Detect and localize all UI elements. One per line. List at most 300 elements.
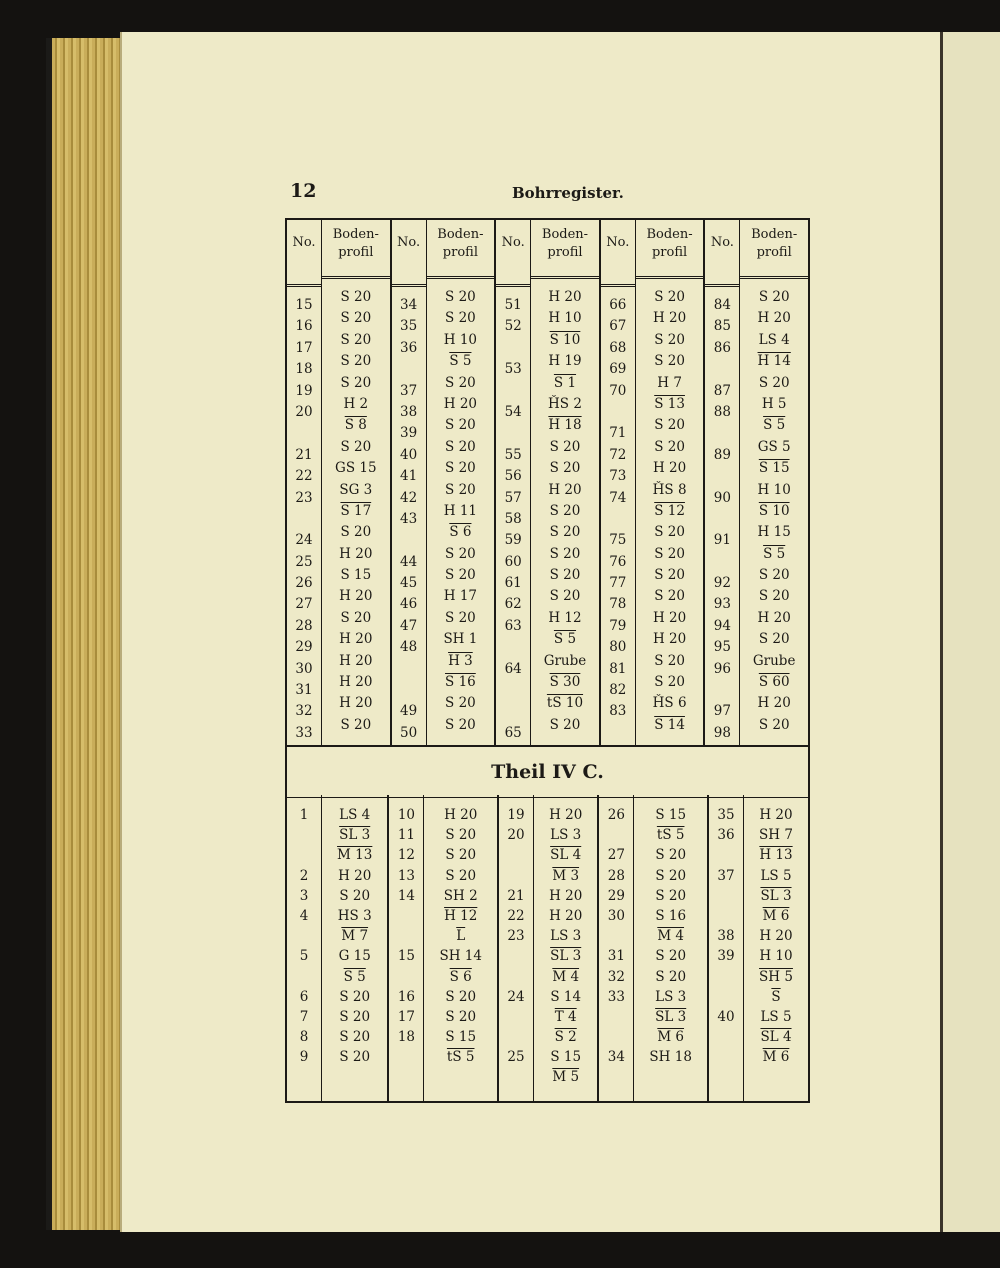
boring-number: 27 [607, 847, 625, 864]
boring-number [392, 359, 426, 380]
soil-profile-entry: HS 3 [337, 907, 372, 924]
boring-number: 83 [609, 703, 627, 720]
boring-number [599, 825, 633, 845]
boring-number: 8 [299, 1029, 309, 1046]
boring-number: 80 [609, 639, 627, 656]
soil-profile-entry: H 20 [339, 695, 373, 712]
boring-number: 28 [295, 617, 313, 634]
no-column [601, 220, 636, 745]
soil-profile-entry: S 20 [445, 545, 476, 562]
soil-profile-entry: S 20 [445, 847, 477, 864]
boring-number: 48 [400, 639, 418, 656]
boring-number [599, 1007, 633, 1027]
soil-profile-entry: S 20 [654, 331, 685, 348]
boring-number: 30 [607, 907, 625, 924]
boring-number [496, 338, 530, 359]
soil-profile-entry: H 10 [757, 481, 791, 498]
table-section-2 [287, 795, 808, 1101]
soil-profile-entry: H 20 [757, 609, 791, 626]
boring-number: 58 [504, 510, 522, 527]
soil-profile-entry: SL 4 [550, 847, 582, 864]
column-group [703, 220, 808, 745]
soil-profile-entry: H 20 [338, 867, 372, 884]
soil-profile-entry: H 20 [549, 907, 583, 924]
no-column [389, 795, 424, 1101]
boring-number: 22 [507, 907, 525, 924]
boring-number [389, 967, 423, 987]
soil-profile-entry: H 20 [759, 807, 793, 823]
soil-profile-entry: S 20 [340, 374, 372, 391]
boring-number: 73 [609, 468, 627, 485]
soil-profile-entry: S 15 [758, 460, 790, 477]
soil-profile-entry: S 20 [549, 545, 581, 562]
boring-number: 37 [717, 867, 735, 884]
soil-profile-entry: S 20 [654, 289, 685, 305]
boring-number: 51 [504, 297, 522, 313]
profile-column [534, 795, 597, 1101]
boring-number: 36 [717, 827, 735, 844]
column-header-profile: Boden- profil [531, 220, 599, 279]
boring-number: 84 [713, 297, 731, 313]
soil-profile-entry: H 20 [652, 609, 687, 626]
profile-column [740, 220, 808, 745]
profile-column [322, 795, 387, 1101]
soil-profile-entry: tS 5 [656, 827, 685, 844]
boring-number: 92 [713, 575, 731, 592]
boring-number: 72 [609, 446, 627, 463]
boring-number: 15 [295, 297, 313, 313]
no-column [499, 795, 534, 1101]
boring-number: 23 [295, 489, 313, 506]
boring-number [499, 1027, 533, 1047]
boring-number: 18 [397, 1029, 415, 1046]
boring-number: 97 [713, 703, 731, 720]
soil-profile-entry: M 3 [552, 867, 580, 884]
soil-profile-entry: S 20 [549, 716, 581, 733]
soil-profile-entry: M 4 [657, 928, 685, 945]
soil-profile-entry: M 4 [552, 968, 580, 985]
boring-number: 38 [400, 403, 418, 420]
boring-number: 91 [713, 532, 731, 549]
section-heading-band [287, 745, 808, 798]
boring-number [287, 423, 321, 444]
soil-profile-entry: M 6 [657, 1029, 685, 1046]
soil-profile-entry: H 20 [549, 807, 583, 823]
boring-number: 12 [397, 847, 415, 864]
boring-number: 52 [504, 318, 522, 335]
soil-profile-entry: S 17 [340, 502, 372, 519]
boring-number [287, 509, 321, 530]
soil-profile-entry: S 20 [339, 988, 371, 1005]
boring-number: 39 [400, 425, 418, 442]
boring-number: 76 [609, 553, 627, 570]
soil-profile-entry: $\overline{S}$ [771, 988, 781, 1005]
boring-number: 40 [400, 446, 418, 463]
no-column [705, 220, 740, 745]
soil-profile-entry: S 15 [550, 1049, 582, 1066]
boring-number: 87 [713, 382, 731, 399]
column-header-no: No. [705, 220, 739, 287]
column-group [707, 795, 808, 1101]
boring-number: 20 [507, 827, 525, 844]
boring-number: 28 [607, 867, 625, 884]
soil-profile-entry: SL 3 [760, 887, 792, 904]
boring-number [705, 509, 739, 530]
boring-number [709, 1027, 743, 1047]
soil-profile-entry: H 19 [548, 353, 582, 370]
boring-number: 65 [504, 724, 522, 741]
soil-profile-entry: S 20 [339, 1049, 371, 1066]
soil-profile-entry: S 10 [549, 331, 581, 348]
boring-number: 49 [400, 703, 418, 720]
soil-profile-entry: S 20 [654, 545, 685, 562]
soil-profile-entry: LS 5 [760, 867, 792, 884]
soil-profile-entry: S 60 [758, 674, 790, 691]
boring-number: 39 [717, 948, 735, 965]
column-header-no: No. [601, 220, 635, 287]
soil-profile-entry: S 20 [758, 289, 790, 305]
boring-number: 32 [607, 968, 625, 985]
boring-number: 88 [713, 403, 731, 420]
soil-profile-entry: G 15 [338, 948, 371, 965]
column-group [287, 795, 387, 1101]
soil-profile-entry: SL 3 [339, 827, 371, 844]
soil-profile-entry: S 20 [445, 310, 476, 327]
boring-number: 68 [609, 339, 627, 356]
boring-number [601, 509, 635, 530]
boring-number: 95 [713, 639, 731, 656]
soil-profile-entry: S 20 [445, 481, 476, 498]
soil-profile-entry: S 20 [445, 827, 477, 844]
soil-profile-entry: S 20 [340, 524, 372, 541]
column-header-no: No. [287, 220, 321, 287]
boring-number: 78 [609, 596, 627, 613]
soil-profile-entry: Grube [543, 652, 587, 669]
boring-number: 5 [299, 948, 309, 965]
boring-number: 30 [295, 660, 313, 677]
soil-profile-entry: S 20 [758, 716, 790, 733]
soil-profile-entry: H 20 [757, 310, 791, 327]
boring-number [705, 423, 739, 444]
soil-profile-entry: S 20 [445, 417, 476, 434]
running-title: Bohrregister. [512, 184, 624, 202]
boring-number [496, 701, 530, 722]
boring-number: 35 [400, 318, 418, 335]
soil-profile-entry: S 6 [449, 524, 472, 541]
column-header-profile: Boden- profil [322, 220, 390, 279]
soil-profile-entry: S 20 [339, 1008, 371, 1025]
soil-profile-entry: H 20 [339, 631, 373, 648]
soil-profile-entry: H 5 [761, 395, 787, 412]
soil-profile-entry: S 20 [445, 438, 476, 455]
soil-profile-entry: S 20 [340, 331, 372, 348]
soil-profile-entry: S 20 [445, 460, 476, 477]
soil-profile-entry: H 20 [339, 652, 373, 669]
boring-number [499, 866, 533, 886]
boring-number: 15 [397, 948, 415, 965]
column-group [387, 795, 497, 1101]
soil-profile-entry: ȞS 2 [548, 395, 582, 412]
soil-profile-entry: S 20 [445, 374, 476, 391]
soil-profile-entry: H 12 [548, 609, 582, 626]
boring-number: 19 [507, 807, 525, 823]
soil-profile-entry: S 15 [655, 807, 687, 823]
boring-number: 25 [507, 1049, 525, 1066]
soil-profile-entry: S 14 [654, 716, 685, 733]
column-group [497, 795, 597, 1101]
soil-profile-entry: S 1 [553, 374, 577, 391]
soil-profile-entry: S 30 [549, 674, 581, 691]
soil-profile-entry: LS 5 [760, 1008, 792, 1025]
boring-number [287, 926, 321, 946]
boring-number: 27 [295, 596, 313, 613]
soil-profile-entry: S 5 [763, 417, 786, 434]
soil-profile-entry: ȞS 6 [652, 695, 687, 712]
soil-profile-entry: S 20 [654, 353, 685, 370]
boring-number: 50 [400, 724, 418, 741]
soil-profile-entry: S 12 [654, 502, 685, 519]
boring-number: 96 [713, 660, 731, 677]
profile-column [531, 220, 599, 745]
page-header [290, 180, 810, 208]
soil-profile-entry: H 20 [652, 631, 687, 648]
soil-profile-entry: tS 5 [446, 1049, 475, 1066]
soil-profile-entry: H 17 [443, 588, 478, 605]
soil-profile-entry: S 20 [549, 460, 581, 477]
boring-number: 42 [400, 489, 418, 506]
boring-number [499, 845, 533, 865]
soil-profile-entry: H 20 [339, 545, 373, 562]
boring-number [499, 967, 533, 987]
soil-profile-entry: S 20 [654, 588, 685, 605]
soil-profile-entry: S 6 [449, 968, 472, 985]
soil-profile-entry: H 10 [443, 331, 478, 348]
soil-profile-entry: H 20 [339, 588, 373, 605]
boring-number: 46 [400, 596, 418, 613]
boring-number: 11 [397, 827, 415, 844]
soil-profile-entry: H 20 [652, 460, 687, 477]
soil-profile-entry: S 20 [549, 524, 581, 541]
boring-number [705, 359, 739, 380]
soil-profile-entry: H 2 [343, 395, 369, 412]
boring-number: 20 [295, 403, 313, 420]
boring-number: 55 [504, 446, 522, 463]
soil-profile-entry: S 8 [344, 417, 367, 434]
boring-number: 82 [609, 682, 627, 699]
soil-profile-entry: S 20 [339, 887, 371, 904]
soil-profile-entry: H 20 [548, 481, 582, 498]
soil-profile-entry: S 20 [655, 948, 687, 965]
boring-number [496, 637, 530, 658]
soil-profile-entry: LS 4 [339, 807, 371, 823]
boring-number: 69 [609, 361, 627, 378]
soil-profile-entry: H 20 [757, 695, 791, 712]
boring-number: 21 [507, 887, 525, 904]
soil-profile-entry: H 20 [548, 289, 582, 305]
boring-number: 23 [507, 928, 525, 945]
boring-number: 45 [400, 575, 418, 592]
boring-number [599, 926, 633, 946]
boring-number: 26 [607, 807, 625, 823]
boring-number: 77 [609, 575, 627, 592]
soil-profile-entry: S 5 [763, 545, 786, 562]
soil-profile-entry: SH 1 [443, 631, 478, 648]
boring-number: 79 [609, 617, 627, 634]
boring-number [705, 552, 739, 573]
soil-profile-entry: H 12 [444, 907, 478, 924]
no-column [709, 795, 744, 1101]
soil-profile-entry: S 20 [340, 716, 372, 733]
soil-profile-entry: S 10 [758, 502, 790, 519]
soil-profile-entry: SG 3 [339, 481, 373, 498]
boring-number: 33 [607, 988, 625, 1005]
soil-profile-entry: S 20 [445, 289, 476, 305]
soil-profile-entry: S 20 [340, 310, 372, 327]
soil-profile-entry: S 20 [654, 417, 685, 434]
soil-profile-entry: LS 3 [550, 928, 582, 945]
boring-number [392, 659, 426, 680]
soil-profile-entry: S 20 [549, 438, 581, 455]
boring-number: 60 [504, 553, 522, 570]
soil-profile-entry: S 20 [340, 609, 372, 626]
boring-number: 57 [504, 489, 522, 506]
boring-number: 21 [295, 446, 313, 463]
soil-profile-entry: S 20 [654, 652, 685, 669]
soil-profile-entry: H 18 [548, 417, 582, 434]
boring-number: 56 [504, 468, 522, 485]
boring-number: 34 [607, 1049, 625, 1066]
soil-profile-entry: SH 14 [439, 948, 482, 965]
bohrregister-table [285, 218, 810, 1103]
soil-profile-entry: H 20 [339, 674, 373, 691]
soil-profile-entry: M 6 [762, 1049, 790, 1066]
boring-number [499, 1067, 533, 1087]
boring-number: 19 [295, 382, 313, 399]
boring-number: 40 [717, 1008, 735, 1025]
soil-profile-entry: H 11 [443, 502, 478, 519]
boring-number: 41 [400, 468, 418, 485]
boring-number: 53 [504, 361, 522, 378]
soil-profile-entry: M 13 [337, 847, 373, 864]
boring-number [287, 825, 321, 845]
boring-number: 26 [295, 575, 313, 592]
soil-profile-entry: H 20 [444, 807, 478, 823]
soil-profile-entry: SH 5 [759, 968, 793, 985]
boring-number [709, 845, 743, 865]
soil-profile-entry: S 13 [654, 395, 685, 412]
boring-number: 61 [504, 575, 522, 592]
soil-profile-entry: S 20 [549, 502, 581, 519]
soil-profile-entry: Grube [752, 652, 796, 669]
boring-number: 43 [400, 510, 418, 527]
boring-number: 47 [400, 617, 418, 634]
soil-profile-entry: T 4 [554, 1008, 577, 1025]
boring-number: 85 [713, 318, 731, 335]
profile-column [634, 795, 707, 1101]
boring-number: 89 [713, 446, 731, 463]
boring-number [287, 967, 321, 987]
soil-profile-entry: S 2 [554, 1029, 577, 1046]
boring-number [389, 906, 423, 926]
table-section-1 [287, 220, 808, 745]
boring-number: 3 [299, 887, 309, 904]
boring-number: 17 [295, 339, 313, 356]
boring-number [499, 946, 533, 966]
boring-number: 93 [713, 596, 731, 613]
soil-profile-entry: S 14 [550, 988, 582, 1005]
boring-number [709, 886, 743, 906]
soil-profile-entry: SH 2 [443, 887, 478, 904]
boring-number: 18 [295, 361, 313, 378]
boring-number: 33 [295, 724, 313, 741]
soil-profile-entry: ȞS 8 [652, 481, 687, 498]
no-column [392, 220, 427, 745]
no-column [599, 795, 634, 1101]
soil-profile-entry: H 13 [759, 847, 793, 864]
boring-number: 66 [609, 297, 627, 313]
boring-number: 90 [713, 489, 731, 506]
boring-number [499, 1007, 533, 1027]
profile-column [427, 220, 495, 745]
boring-number [496, 381, 530, 402]
boring-number: 7 [299, 1008, 309, 1025]
boring-number: 9 [299, 1049, 309, 1066]
soil-profile-entry: S 20 [340, 438, 372, 455]
soil-profile-entry: S 5 [343, 968, 366, 985]
soil-profile-entry: SL 4 [760, 1029, 792, 1046]
soil-profile-entry: S 20 [654, 674, 685, 691]
column-group [599, 220, 704, 745]
boring-number: 54 [504, 403, 522, 420]
soil-profile-entry: H 7 [657, 374, 682, 391]
column-group [597, 795, 707, 1101]
boring-number [287, 845, 321, 865]
boring-number: 29 [607, 887, 625, 904]
soil-profile-entry: H 20 [652, 310, 687, 327]
boring-number [389, 926, 423, 946]
soil-profile-entry: S 20 [549, 588, 581, 605]
boring-number [599, 1027, 633, 1047]
boring-number: 38 [717, 928, 735, 945]
column-header-no: No. [392, 220, 426, 287]
soil-profile-entry: S 20 [445, 1008, 477, 1025]
soil-profile-entry: LS 3 [550, 827, 582, 844]
soil-profile-entry: H 10 [548, 310, 582, 327]
boring-number: 24 [507, 988, 525, 1005]
boring-number: 59 [504, 532, 522, 549]
boring-number [389, 1047, 423, 1067]
soil-profile-entry: S 20 [655, 887, 687, 904]
boring-number: 1 [299, 807, 309, 823]
soil-profile-entry: S 20 [549, 567, 581, 584]
boring-number: 71 [609, 425, 627, 442]
boring-number: 62 [504, 596, 522, 613]
profile-column [322, 220, 390, 745]
soil-profile-entry: SL 3 [550, 948, 582, 965]
soil-profile-entry: LS 3 [655, 988, 687, 1005]
soil-profile-entry: SH 7 [759, 827, 793, 844]
soil-profile-entry: S 20 [340, 289, 372, 305]
page-number: 12 [290, 180, 317, 202]
boring-number: 67 [609, 318, 627, 335]
boring-number: 14 [397, 887, 415, 904]
soil-profile-entry: GS 15 [335, 460, 377, 477]
boring-number: 32 [295, 703, 313, 720]
column-header-profile: Boden- profil [636, 220, 704, 279]
boring-number: 31 [295, 682, 313, 699]
boring-number [705, 466, 739, 487]
soil-profile-entry: S 20 [655, 867, 687, 884]
